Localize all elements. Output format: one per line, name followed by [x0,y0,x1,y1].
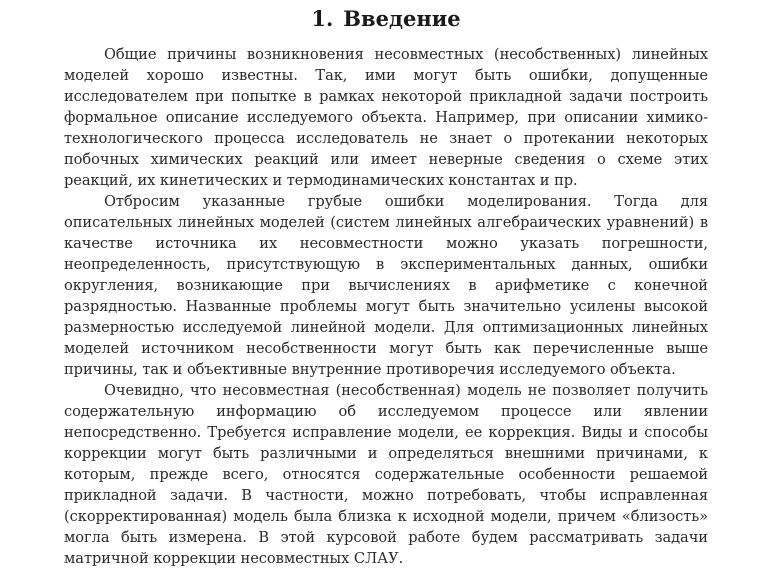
paragraph [64,191,708,380]
section-heading [64,0,708,40]
paragraph-text: Общие причины возникновения несовместных (несобственных) линейных моделей хорошо известны. Так, ими могут быть ошибки, допущенные исследователем при попытке в рамках некоторой прикладной задачи построить формальное описание исследуемого объекта. Например, при описании химико-технологического процесса исследователь не знает о протекании некоторых побочных химических реакций или имеет неверные сведения о схеме этих реакций, их кинетических и термодинамических константах и пр. [64,46,708,189]
document-page [64,0,708,569]
section-title: Введение [343,6,461,31]
paragraph-text: Отбросим указанные грубые ошибки моделирования. Тогда для описательных линейных моделей (систем линейных алгебраических уравнений) в качестве источника их несовместности можно указать погрешности, неопределенность, присутствующую в экспериментальных данных, ошибки округления, возникающие при вычислениях в арифметике с конечной разрядностью. Названные проблемы могут быть значительно усилены высокой размерностью исследуемой линейной модели. Для оптимизационных линейных моделей источником несобственности могут быть как перечисленные выше причины, так и объективные внутренние противоречия исследуемого объекта. [64,193,708,378]
body-text [64,44,708,569]
section-number: 1. [311,6,334,31]
paragraph [64,44,708,191]
paragraph [64,380,708,569]
paragraph-text: Очевидно, что несовместная (несобственная) модель не позволяет получить содержательную информацию об исследуемом процессе или явлении непосредственно. Требуется исправление модели, ее коррекция. Виды и способы коррекции могут быть различными и определяться внешними причинами, к которым, прежде всего, относятся содержательные особенности решаемой прикладной задачи. В частности, можно потребовать, чтобы исправленная (скорректированная) модель была близка к исходной модели, причем «близость» могла быть измерена. В этой курсовой работе будем рассматривать задачи матричной коррекции несовместных СЛАУ. [64,382,708,567]
